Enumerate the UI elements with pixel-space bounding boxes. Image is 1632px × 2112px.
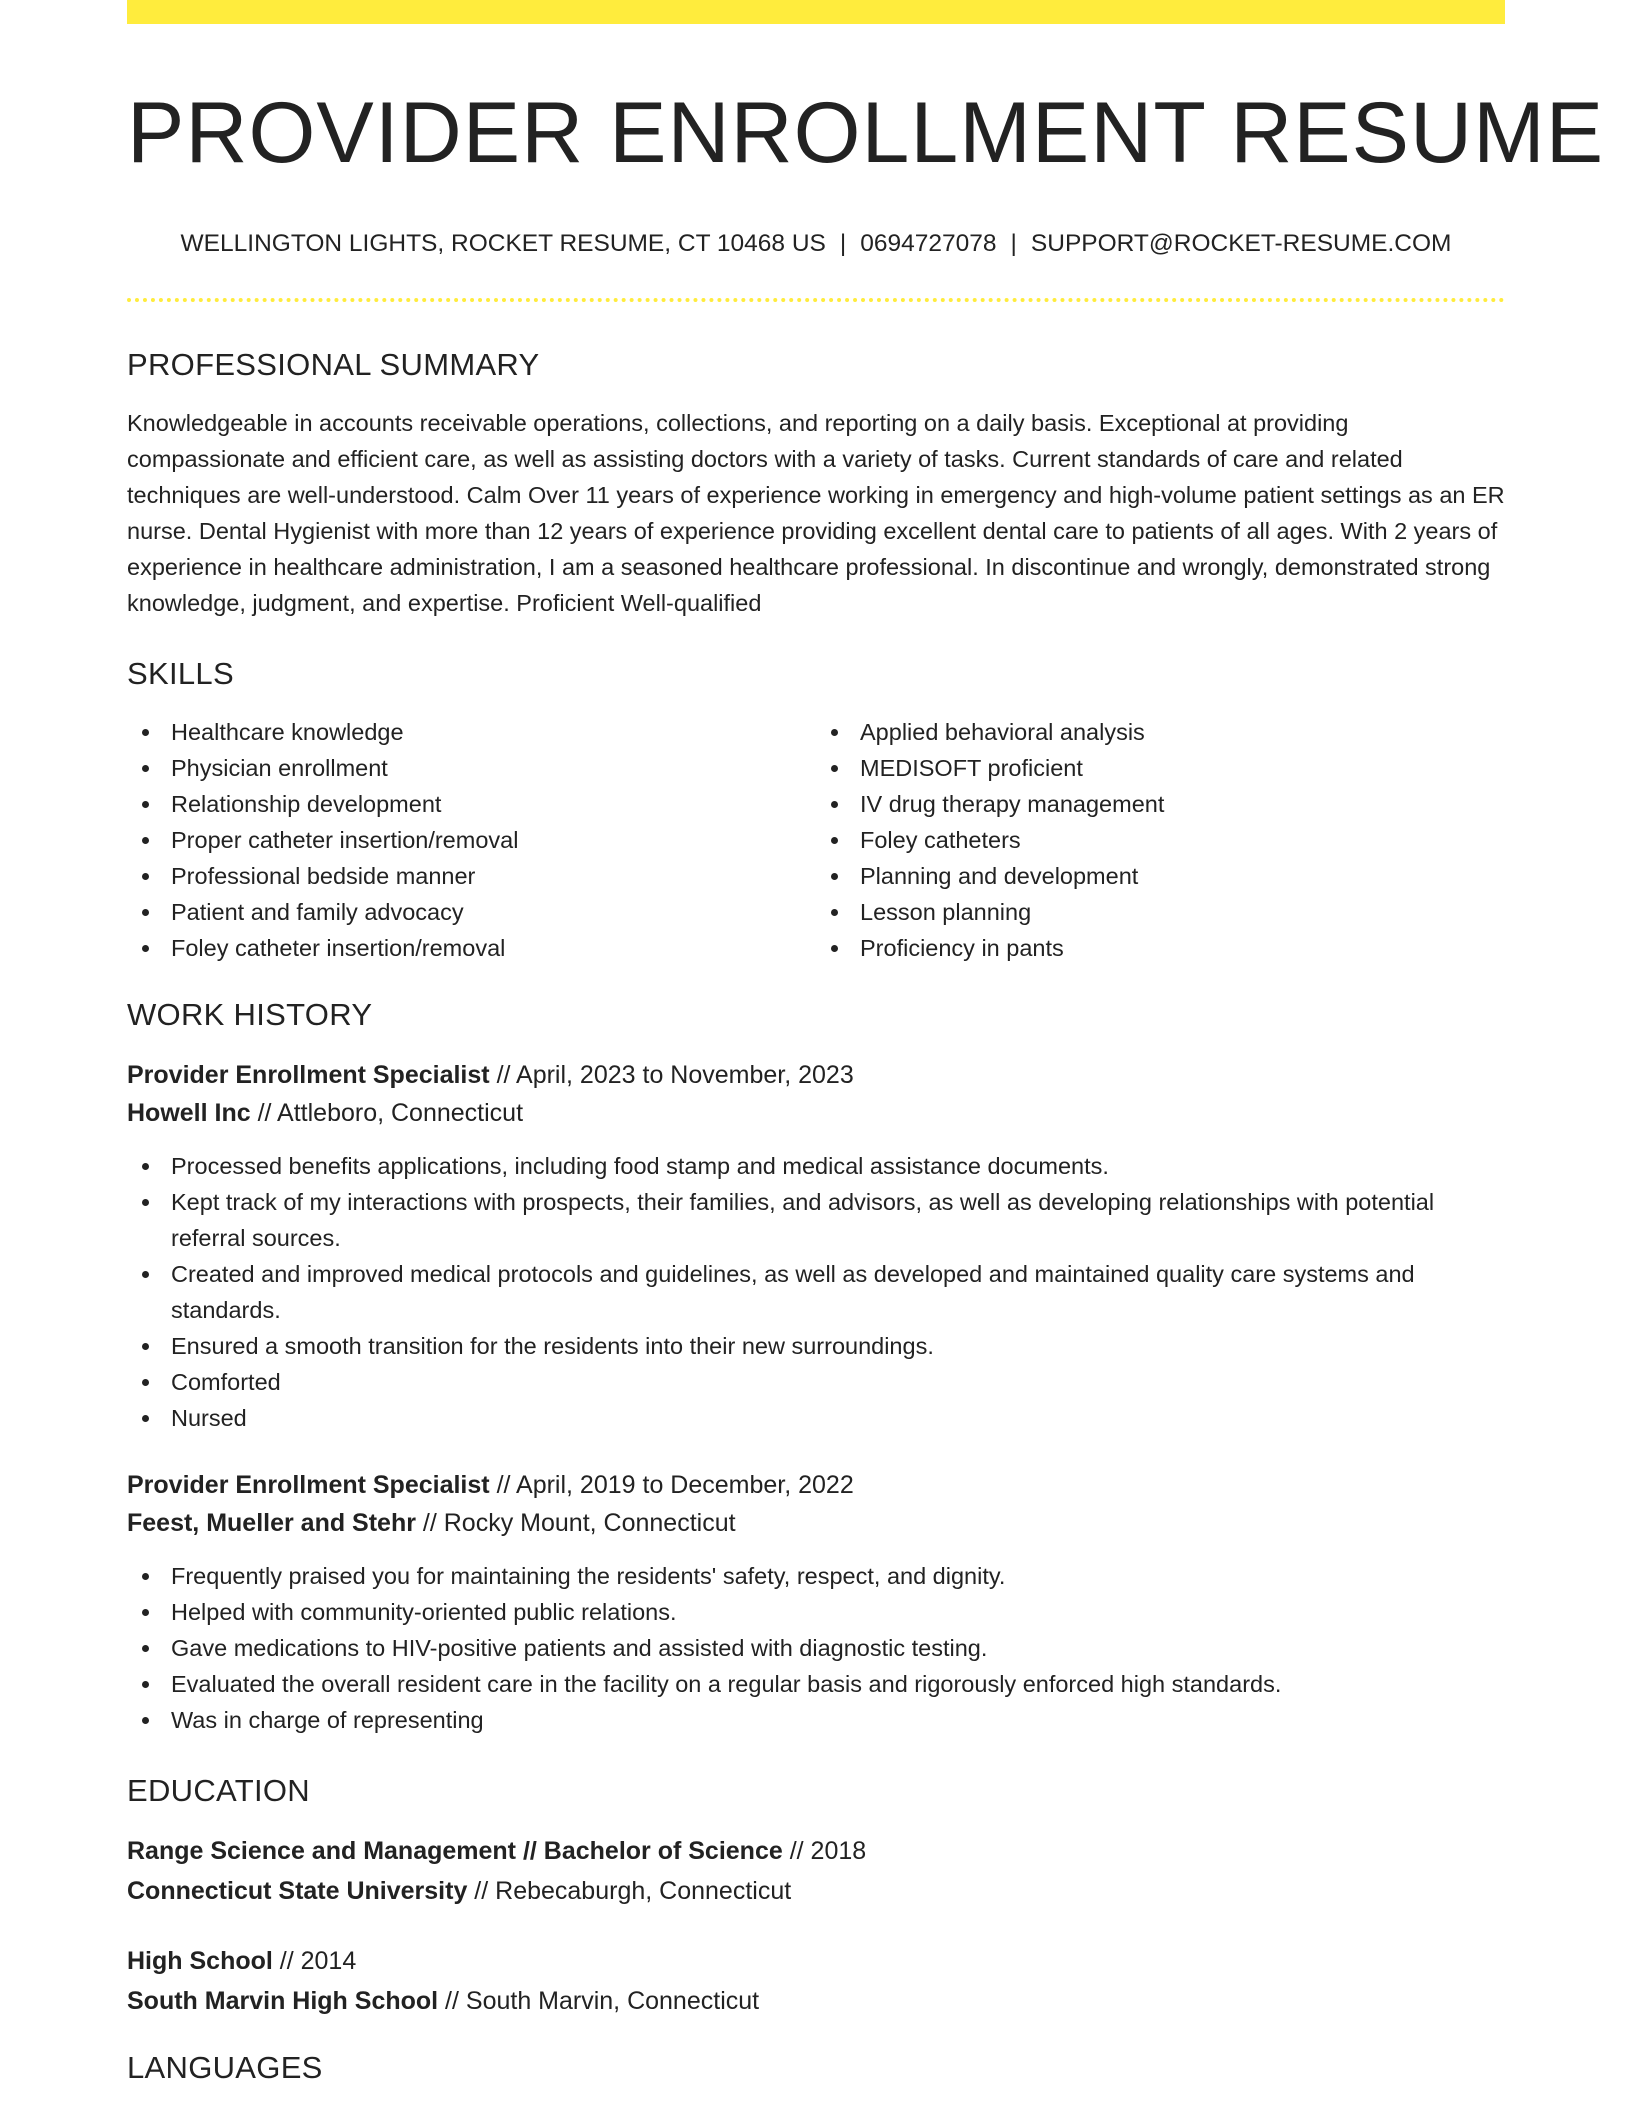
education-year: // 2018 [782,1836,867,1865]
job-bullet: Kept track of my interactions with prospects, their families, and advisors, as well as developing relationships with potential referral sources. [127,1184,1505,1256]
skill-item: Relationship development [127,786,816,822]
job-bullet: Nursed [127,1400,1505,1436]
dotted-divider [127,298,1505,302]
job-bullet: Processed benefits applications, including food stamp and medical assistance documents. [127,1148,1505,1184]
job-location: // Attleboro, Connecticut [250,1098,524,1127]
section-title: LANGUAGES [127,2049,323,2085]
section-skills [127,655,1505,966]
job-company: Feest, Mueller and Stehr [127,1508,416,1537]
education-school: Connecticut State University [127,1876,468,1905]
contact-line [127,229,1505,258]
job-bullet: Created and improved medical protocols and guidelines, as well as developed and maintained quality care systems and standards. [127,1256,1505,1328]
section-title: EDUCATION [127,1772,310,1808]
skill-item: MEDISOFT proficient [816,750,1505,786]
education-degree-line [127,1831,1505,1871]
skill-item: Lesson planning [816,894,1505,930]
skill-item: Healthcare knowledge [127,714,816,750]
job-role-line [127,1466,1505,1504]
skill-item: Professional bedside manner [127,858,816,894]
job-bullet: Comforted [127,1364,1505,1400]
job-bullet: Gave medications to HIV-positive patients and assisted with diagnostic testing. [127,1630,1505,1666]
summary-text: Knowledgeable in accounts receivable operations, collections, and reporting on a daily basis. Exceptional at providing compassionate and efficient care, as well as assisting doctors with a variety of tasks. Current standards of care and related techniques are well-understood. Calm Over 11 years of experience working in emergency and high-volume patient settings as an ER nurse. Dental Hygienist with more than 12 years of experience providing excellent dental care to patients of all ages. With 2 years of experience in healthcare administration, I am a seasoned healthcare professional. In discontinue and wrongly, demonstrated strong knowledge, judgment, and expertise. Proficient Well-qualified [127,410,1505,617]
top-accent-bar [127,0,1505,24]
section-work-history [127,996,1505,1737]
job-bullet: Frequently praised you for maintaining the residents' safety, respect, and dignity. [127,1558,1505,1594]
job-dates: // April, 2023 to November, 2023 [489,1060,854,1089]
contact-separator: | [839,229,847,257]
section-title: WORK HISTORY [127,997,373,1033]
job-company-line [127,1094,1505,1132]
contact-phone: 0694727078 [860,229,997,257]
education-degree-line [127,1941,1505,1981]
skills-list-left [127,714,816,966]
job-entry [127,1466,1505,1738]
job-role-line [127,1056,1505,1094]
section-title: PROFESSIONAL SUMMARY [127,346,540,382]
education-degree: High School [127,1946,273,1975]
education-degree: Range Science and Management // Bachelor of Science [127,1836,783,1865]
job-company-line [127,1504,1505,1542]
contact-address: WELLINGTON LIGHTS, ROCKET RESUME, CT 10468 US [180,229,826,257]
education-school: South Marvin High School [127,1986,439,2015]
contact-email: SUPPORT@ROCKET-RESUME.COM [1030,229,1452,257]
contact-separator: | [1010,229,1017,257]
job-bullet: Was in charge of representing [127,1702,1505,1738]
job-bullets [127,1558,1505,1738]
job-bullet: Ensured a smooth transition for the residents into their new surroundings. [127,1328,1505,1364]
section-title: SKILLS [127,656,234,692]
education-school-line [127,1871,1505,1911]
skill-item: Proper catheter insertion/removal [127,822,816,858]
education-year: // 2014 [272,1946,357,1975]
education-entry [127,1941,1505,2021]
education-location: // South Marvin, Connecticut [438,1986,760,2015]
job-entry [127,1056,1505,1436]
job-bullets [127,1148,1505,1436]
skill-item: Planning and development [816,858,1505,894]
skill-item: IV drug therapy management [816,786,1505,822]
skill-item: Foley catheter insertion/removal [127,930,816,966]
education-school-line [127,1981,1505,2021]
education-entry [127,1831,1505,1911]
education-location: // Rebecaburgh, Connecticut [467,1876,792,1905]
job-role: Provider Enrollment Specialist [127,1470,490,1499]
job-location: // Rocky Mount, Connecticut [415,1508,736,1537]
job-bullet: Helped with community-oriented public relations. [127,1594,1505,1630]
skill-item: Patient and family advocacy [127,894,816,930]
section-languages [127,2049,1505,2086]
job-company: Howell Inc [127,1098,251,1127]
skill-item: Proficiency in pants [816,930,1505,966]
skills-list-right [816,714,1505,966]
section-education [127,1772,1505,2021]
job-dates: // April, 2019 to December, 2022 [489,1470,854,1499]
skills-columns [127,714,1505,966]
section-professional-summary [127,346,1505,621]
skill-item: Foley catheters [816,822,1505,858]
skill-item: Applied behavioral analysis [816,714,1505,750]
skill-item: Physician enrollment [127,750,816,786]
job-role: Provider Enrollment Specialist [127,1060,490,1089]
resume-title: PROVIDER ENROLLMENT RESUME [127,85,1605,181]
job-bullet: Evaluated the overall resident care in the facility on a regular basis and rigorously enforced high standards. [127,1666,1505,1702]
